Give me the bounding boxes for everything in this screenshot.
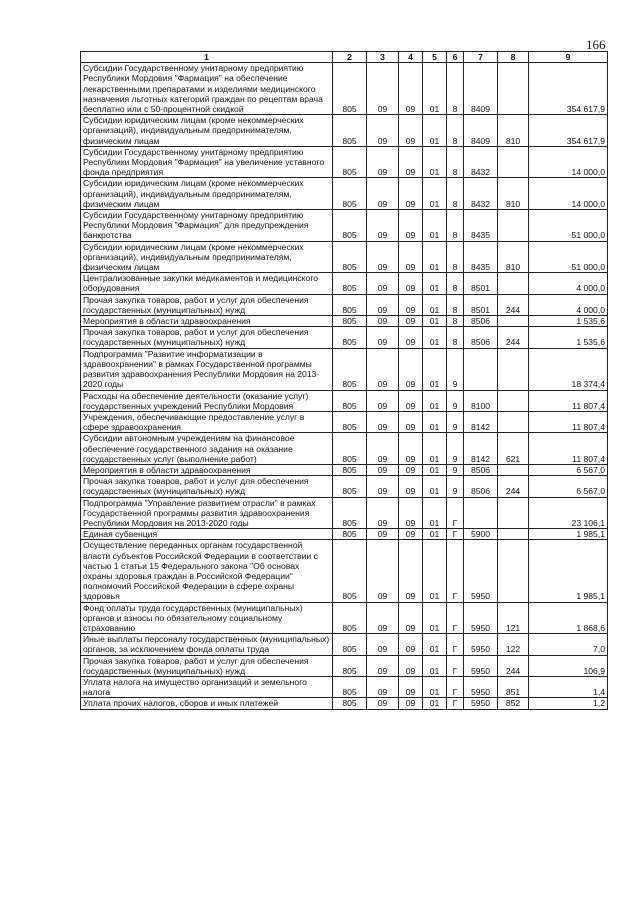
- table-body: [81, 63, 608, 709]
- table-row: [81, 63, 608, 115]
- cell-code-6: Г: [447, 698, 464, 709]
- cell-code-8: 122: [498, 634, 529, 655]
- cell-code-3: 09: [367, 540, 399, 602]
- cell-code-8: [498, 529, 529, 540]
- cell-amount: 1,2: [529, 698, 608, 709]
- cell-amount: 354 617,9: [529, 63, 608, 115]
- cell-name: Уплата прочих налогов, сборов и иных платежей: [81, 698, 333, 709]
- cell-amount: 1 868,6: [529, 602, 608, 634]
- table-row: [81, 294, 608, 315]
- cell-code-3: 09: [367, 411, 399, 432]
- cell-code-2: 805: [333, 698, 367, 709]
- cell-amount: 14 000,0: [529, 178, 608, 210]
- cell-name: Подпрограмма "Управление развитием отрасли" в рамках Государственной программы развития здравоохранения Республики Мордовия на 2013-2020 годы: [81, 497, 333, 529]
- cell-code-6: 8: [447, 294, 464, 315]
- cell-code-8: [498, 411, 529, 432]
- cell-name: Субсидии юридическим лицам (кроме некоммерческих организаций), индивидуальным предпринимателям, физическим лицам: [81, 241, 333, 273]
- cell-code-8: [498, 540, 529, 602]
- cell-code-8: [498, 210, 529, 242]
- cell-code-2: 805: [333, 497, 367, 529]
- cell-code-4: 09: [399, 348, 423, 390]
- cell-code-4: 09: [399, 676, 423, 697]
- cell-code-3: 09: [367, 210, 399, 242]
- cell-code-6: 8: [447, 178, 464, 210]
- cell-name: Централизованные закупки медикаментов и медицинского оборудования: [81, 273, 333, 294]
- cell-code-4: 09: [399, 115, 423, 147]
- cell-code-8: 244: [498, 655, 529, 676]
- cell-code-6: 9: [447, 348, 464, 390]
- cell-amount: 51 000,0: [529, 210, 608, 242]
- table-row: [81, 433, 608, 465]
- cell-code-2: 805: [333, 433, 367, 465]
- table-row: [81, 327, 608, 348]
- cell-amount: 7,0: [529, 634, 608, 655]
- table-row: [81, 540, 608, 602]
- column-header: 9: [529, 52, 608, 63]
- cell-code-7: 8435: [464, 210, 498, 242]
- cell-name: Мероприятия в области здравоохранения: [81, 464, 333, 475]
- cell-code-8: 852: [498, 698, 529, 709]
- cell-code-5: 01: [423, 540, 447, 602]
- cell-code-5: 01: [423, 273, 447, 294]
- cell-code-7: 8409: [464, 63, 498, 115]
- cell-name: Единая субвенция: [81, 529, 333, 540]
- cell-code-8: 244: [498, 476, 529, 497]
- cell-code-5: 01: [423, 241, 447, 273]
- cell-code-5: 01: [423, 464, 447, 475]
- cell-code-4: 09: [399, 411, 423, 432]
- cell-name: Уплата налога на имущество организаций и земельного налога: [81, 676, 333, 697]
- cell-code-3: 09: [367, 698, 399, 709]
- cell-code-7: 5950: [464, 698, 498, 709]
- cell-code-3: 09: [367, 602, 399, 634]
- column-header: 7: [464, 52, 498, 63]
- table-row: [81, 497, 608, 529]
- cell-code-7: [464, 497, 498, 529]
- cell-code-3: 09: [367, 676, 399, 697]
- cell-code-3: 09: [367, 497, 399, 529]
- table-row: [81, 115, 608, 147]
- table-row: [81, 348, 608, 390]
- column-header: 6: [447, 52, 464, 63]
- cell-code-4: 09: [399, 316, 423, 327]
- cell-code-7: 8506: [464, 316, 498, 327]
- cell-name: Прочая закупка товаров, работ и услуг для обеспечения государственных (муниципальных) нужд: [81, 327, 333, 348]
- cell-code-3: 09: [367, 115, 399, 147]
- cell-code-7: [464, 348, 498, 390]
- cell-code-2: 805: [333, 540, 367, 602]
- cell-code-6: 8: [447, 115, 464, 147]
- cell-amount: 1 985,1: [529, 540, 608, 602]
- cell-amount: 1 535,6: [529, 316, 608, 327]
- cell-code-2: 805: [333, 316, 367, 327]
- table-row: [81, 529, 608, 540]
- cell-code-4: 09: [399, 241, 423, 273]
- cell-code-3: 09: [367, 529, 399, 540]
- cell-code-5: 01: [423, 178, 447, 210]
- cell-amount: 4 000,0: [529, 294, 608, 315]
- cell-code-7: 8501: [464, 294, 498, 315]
- cell-code-5: 01: [423, 497, 447, 529]
- table-row: [81, 476, 608, 497]
- cell-code-5: 01: [423, 146, 447, 178]
- cell-code-7: 5950: [464, 634, 498, 655]
- cell-code-5: 01: [423, 655, 447, 676]
- cell-code-3: 09: [367, 178, 399, 210]
- cell-code-7: 5950: [464, 540, 498, 602]
- cell-amount: 14 000,0: [529, 146, 608, 178]
- cell-code-2: 805: [333, 146, 367, 178]
- cell-amount: 1,4: [529, 676, 608, 697]
- cell-amount: 1 535,6: [529, 327, 608, 348]
- cell-code-2: 805: [333, 273, 367, 294]
- cell-code-6: 8: [447, 327, 464, 348]
- column-header: 4: [399, 52, 423, 63]
- cell-code-2: 805: [333, 529, 367, 540]
- cell-code-3: 09: [367, 316, 399, 327]
- cell-code-7: 5950: [464, 676, 498, 697]
- cell-code-2: 805: [333, 327, 367, 348]
- cell-code-7: 8142: [464, 411, 498, 432]
- cell-name: Субсидии Государственному унитарному предприятию Республики Мордовия "Фармация" на увеличение уставного фонда предприятия: [81, 146, 333, 178]
- table-row: [81, 411, 608, 432]
- cell-code-2: 805: [333, 241, 367, 273]
- cell-amount: 1 985,1: [529, 529, 608, 540]
- cell-amount: 51 000,0: [529, 241, 608, 273]
- cell-code-3: 09: [367, 348, 399, 390]
- cell-code-3: 09: [367, 63, 399, 115]
- cell-code-6: Г: [447, 676, 464, 697]
- cell-code-7: 8506: [464, 327, 498, 348]
- cell-code-8: 121: [498, 602, 529, 634]
- cell-code-8: 851: [498, 676, 529, 697]
- cell-code-8: [498, 63, 529, 115]
- cell-name: Субсидии юридическим лицам (кроме некоммерческих организаций), индивидуальным предпринимателям, физическим лицам: [81, 178, 333, 210]
- cell-amount: 354 617,9: [529, 115, 608, 147]
- table-row: [81, 602, 608, 634]
- cell-code-4: 09: [399, 540, 423, 602]
- cell-code-6: Г: [447, 655, 464, 676]
- cell-code-2: 805: [333, 178, 367, 210]
- cell-code-6: 9: [447, 433, 464, 465]
- cell-code-4: 09: [399, 178, 423, 210]
- cell-amount: 4 000,0: [529, 273, 608, 294]
- table-row: [81, 146, 608, 178]
- table-row: [81, 676, 608, 697]
- table-row: [81, 390, 608, 411]
- cell-code-3: 09: [367, 273, 399, 294]
- cell-code-7: 8506: [464, 476, 498, 497]
- cell-code-6: Г: [447, 540, 464, 602]
- cell-code-8: [498, 497, 529, 529]
- cell-code-2: 805: [333, 411, 367, 432]
- cell-code-5: 01: [423, 676, 447, 697]
- cell-name: Подпрограмма "Развитие информатизации в здравоохранении" в рамках Государственной программы развития здравоохранения Республики Мордовия на 2013-2020 годы: [81, 348, 333, 390]
- cell-name: Прочая закупка товаров, работ и услуг для обеспечения государственных (муниципальных) нужд: [81, 655, 333, 676]
- cell-code-7: 8435: [464, 241, 498, 273]
- cell-code-6: 8: [447, 146, 464, 178]
- cell-code-7: 5900: [464, 529, 498, 540]
- cell-code-3: 09: [367, 327, 399, 348]
- cell-code-7: 8501: [464, 273, 498, 294]
- cell-code-4: 09: [399, 390, 423, 411]
- cell-code-8: [498, 464, 529, 475]
- cell-code-5: 01: [423, 115, 447, 147]
- cell-code-5: 01: [423, 476, 447, 497]
- cell-code-5: 01: [423, 433, 447, 465]
- cell-code-4: 09: [399, 464, 423, 475]
- cell-code-2: 805: [333, 348, 367, 390]
- cell-code-3: 09: [367, 294, 399, 315]
- cell-amount: 11 807,4: [529, 411, 608, 432]
- cell-code-4: 09: [399, 210, 423, 242]
- table-row: [81, 316, 608, 327]
- cell-code-3: 09: [367, 433, 399, 465]
- table-row: [81, 464, 608, 475]
- cell-code-4: 09: [399, 273, 423, 294]
- cell-code-2: 805: [333, 210, 367, 242]
- cell-amount: 18 374,4: [529, 348, 608, 390]
- page-number: 166: [586, 37, 606, 52]
- cell-code-5: 01: [423, 634, 447, 655]
- cell-code-6: Г: [447, 497, 464, 529]
- cell-code-6: Г: [447, 602, 464, 634]
- cell-code-3: 09: [367, 634, 399, 655]
- cell-name: Осуществление переданных органам государственной власти субъектов Российской Федерации в соответствии с частью 1 статьи 15 Федерального закона "Об основах охраны здоровья граждан в Российской Федерации" полномочий Российской Федерации в сфере охраны здоровья: [81, 540, 333, 602]
- cell-name: Прочая закупка товаров, работ и услуг для обеспечения государственных (муниципальных) нужд: [81, 294, 333, 315]
- cell-amount: 11 807,4: [529, 433, 608, 465]
- cell-code-8: [498, 390, 529, 411]
- cell-code-5: 01: [423, 210, 447, 242]
- table-row: [81, 698, 608, 709]
- cell-code-3: 09: [367, 146, 399, 178]
- cell-amount: 106,9: [529, 655, 608, 676]
- cell-code-2: 805: [333, 115, 367, 147]
- cell-amount: 23 106,1: [529, 497, 608, 529]
- cell-code-3: 09: [367, 655, 399, 676]
- cell-name: Фонд оплаты труда государственных (муниципальных) органов и взносы по обязательному социальному страхованию: [81, 602, 333, 634]
- cell-code-8: [498, 348, 529, 390]
- cell-code-4: 09: [399, 146, 423, 178]
- cell-name: Прочая закупка товаров, работ и услуг для обеспечения государственных (муниципальных) нужд: [81, 476, 333, 497]
- cell-code-2: 805: [333, 602, 367, 634]
- cell-code-3: 09: [367, 241, 399, 273]
- cell-code-8: [498, 316, 529, 327]
- cell-code-6: 8: [447, 210, 464, 242]
- cell-code-7: 8432: [464, 178, 498, 210]
- cell-code-5: 01: [423, 348, 447, 390]
- cell-code-2: 805: [333, 676, 367, 697]
- cell-code-6: 8: [447, 273, 464, 294]
- cell-name: Субсидии автономным учреждениям на финансовое обеспечение государственного задания на оказание государственных услуг (выполнение работ): [81, 433, 333, 465]
- cell-code-7: 8432: [464, 146, 498, 178]
- cell-code-3: 09: [367, 464, 399, 475]
- cell-code-8: 810: [498, 241, 529, 273]
- column-header: 5: [423, 52, 447, 63]
- cell-amount: 6 567,0: [529, 464, 608, 475]
- cell-code-8: 810: [498, 115, 529, 147]
- table-header-row: [81, 52, 608, 63]
- cell-code-7: 8506: [464, 464, 498, 475]
- cell-code-3: 09: [367, 476, 399, 497]
- cell-code-6: 9: [447, 464, 464, 475]
- cell-code-8: 810: [498, 178, 529, 210]
- cell-code-7: 5950: [464, 602, 498, 634]
- cell-code-6: Г: [447, 634, 464, 655]
- cell-code-4: 09: [399, 63, 423, 115]
- budget-table: [80, 51, 608, 710]
- cell-code-2: 805: [333, 390, 367, 411]
- cell-code-5: 01: [423, 327, 447, 348]
- cell-code-4: 09: [399, 476, 423, 497]
- cell-code-7: 8142: [464, 433, 498, 465]
- column-header: 8: [498, 52, 529, 63]
- cell-code-8: [498, 273, 529, 294]
- cell-amount: 11 807,4: [529, 390, 608, 411]
- table-row: [81, 241, 608, 273]
- cell-code-4: 09: [399, 327, 423, 348]
- cell-code-4: 09: [399, 497, 423, 529]
- cell-code-6: 9: [447, 390, 464, 411]
- cell-code-2: 805: [333, 476, 367, 497]
- cell-code-6: Г: [447, 529, 464, 540]
- cell-code-5: 01: [423, 529, 447, 540]
- cell-code-5: 01: [423, 411, 447, 432]
- cell-code-4: 09: [399, 602, 423, 634]
- cell-code-4: 09: [399, 655, 423, 676]
- cell-code-5: 01: [423, 316, 447, 327]
- cell-code-3: 09: [367, 390, 399, 411]
- cell-code-2: 805: [333, 464, 367, 475]
- table-row: [81, 178, 608, 210]
- cell-name: Субсидии юридическим лицам (кроме некоммерческих организаций), индивидуальным предпринимателям, физическим лицам: [81, 115, 333, 147]
- cell-code-2: 805: [333, 63, 367, 115]
- cell-code-6: 9: [447, 476, 464, 497]
- table-row: [81, 634, 608, 655]
- cell-code-4: 09: [399, 294, 423, 315]
- table-row: [81, 655, 608, 676]
- cell-name: Иные выплаты персоналу государственных (муниципальных) органов, за исключением фонда оплаты труда: [81, 634, 333, 655]
- column-header: 3: [367, 52, 399, 63]
- cell-code-4: 09: [399, 529, 423, 540]
- cell-code-6: 8: [447, 241, 464, 273]
- cell-code-6: 8: [447, 316, 464, 327]
- cell-code-8: 244: [498, 327, 529, 348]
- cell-code-5: 01: [423, 698, 447, 709]
- table-row: [81, 210, 608, 242]
- column-header: 1: [81, 52, 333, 63]
- cell-code-2: 805: [333, 294, 367, 315]
- cell-code-8: 621: [498, 433, 529, 465]
- cell-name: Учреждения, обеспечивающие предоставление услуг в сфере здравоохранения: [81, 411, 333, 432]
- table-row: [81, 273, 608, 294]
- cell-name: Мероприятия в области здравоохранения: [81, 316, 333, 327]
- cell-code-4: 09: [399, 634, 423, 655]
- cell-code-2: 805: [333, 655, 367, 676]
- cell-code-5: 01: [423, 63, 447, 115]
- cell-code-2: 805: [333, 634, 367, 655]
- cell-code-6: 9: [447, 411, 464, 432]
- cell-code-5: 01: [423, 602, 447, 634]
- cell-amount: 6 567,0: [529, 476, 608, 497]
- cell-code-8: 244: [498, 294, 529, 315]
- cell-code-7: 5950: [464, 655, 498, 676]
- cell-name: Субсидии Государственному унитарному предприятию Республики Мордовия "Фармация" для предупреждения банкротства: [81, 210, 333, 242]
- cell-code-5: 01: [423, 294, 447, 315]
- cell-code-6: 8: [447, 63, 464, 115]
- cell-name: Субсидии Государственному унитарному предприятию Республики Мордовия "Фармация" на обеспечение лекарственными препаратами и изделиями медицинского назначения льготных категорий граждан по рецептам врача бесплатно или с 50-процентной скидкой: [81, 63, 333, 115]
- cell-code-7: 8100: [464, 390, 498, 411]
- cell-code-7: 8409: [464, 115, 498, 147]
- cell-name: Расходы на обеспечение деятельности (оказание услуг) государственных учреждений Республики Мордовия: [81, 390, 333, 411]
- cell-code-4: 09: [399, 698, 423, 709]
- cell-code-5: 01: [423, 390, 447, 411]
- cell-code-4: 09: [399, 433, 423, 465]
- column-header: 2: [333, 52, 367, 63]
- cell-code-8: [498, 146, 529, 178]
